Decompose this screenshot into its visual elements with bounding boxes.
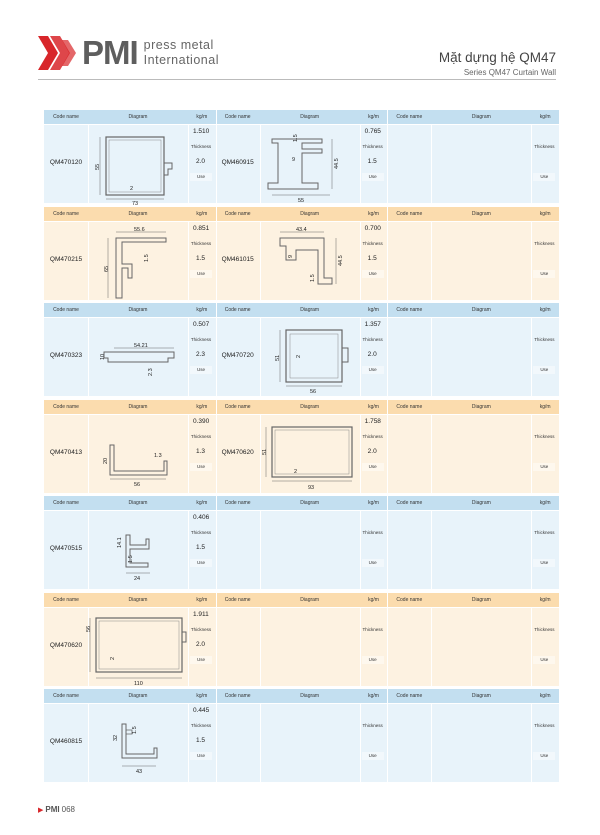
row-header (44, 400, 559, 414)
thickness-label: Thickness (534, 626, 555, 632)
column-header-code: Code name (396, 307, 423, 313)
column-header-code: Code name (53, 114, 79, 120)
weight-value: 1.911 (193, 610, 209, 618)
column-header-kg: kg/m (196, 307, 208, 313)
column-header-kg: kg/m (368, 403, 379, 410)
column-header-code: Code name (53, 307, 79, 313)
dim-label: 51 (261, 448, 268, 455)
cell-divider (216, 689, 217, 703)
profile-cell (216, 222, 388, 300)
column-header-kg: kg/m (368, 210, 379, 217)
catalog-row (44, 593, 559, 690)
column-header-diagram: Diagram (128, 403, 148, 410)
profile-code: QM470515 (49, 545, 83, 552)
dim-label: 2.3 (148, 368, 154, 376)
use-label: Use (190, 463, 212, 471)
cell-divider (216, 400, 217, 414)
column-header-code: Code name (224, 693, 251, 699)
catalog-row (44, 496, 559, 593)
profile-cell (387, 318, 559, 396)
cell-divider (387, 400, 388, 414)
column-header-kg: kg/m (196, 500, 208, 506)
brand-line-1: press metal (143, 38, 214, 52)
column-header-kg: kg/m (539, 500, 551, 506)
profile-code: QM460815 (49, 738, 83, 745)
thickness-label: Thickness (534, 337, 555, 342)
cell-divider (387, 593, 388, 607)
thickness-value: 1.5 (196, 737, 206, 744)
use-label: Use (533, 559, 555, 567)
thickness-value: 1.5 (367, 158, 377, 165)
column-header-diagram: Diagram (128, 500, 148, 506)
row-body (44, 415, 559, 493)
profile-cell (216, 318, 388, 396)
thickness-label: Thickness (190, 723, 212, 728)
dim-label: 2 (295, 354, 302, 358)
column-header-diagram: Diagram (300, 596, 320, 603)
column-header-diagram: Diagram (471, 403, 491, 410)
dim-label: 1.3 (154, 452, 162, 459)
thickness-label: Thickness (362, 723, 383, 728)
use-label: Use (362, 270, 384, 278)
profile-diagram (262, 419, 358, 493)
profile-diagram (266, 224, 356, 300)
column-header-diagram: Diagram (300, 693, 320, 699)
column-header-diagram: Diagram (128, 693, 148, 699)
column-header-diagram: Diagram (300, 210, 320, 217)
column-header-diagram: Diagram (128, 210, 148, 217)
column-header-code: Code name (396, 210, 423, 217)
dim-label: 51 (274, 354, 281, 361)
column-header-kg: kg/m (539, 693, 551, 699)
profile-cell (44, 511, 216, 589)
column-header-diagram: Diagram (300, 114, 320, 120)
dim-label: 110 (134, 680, 143, 687)
column-header-code: Code name (224, 210, 251, 217)
use-label: Use (533, 463, 555, 471)
thickness-value: 2.0 (196, 640, 206, 648)
use-label: Use (190, 366, 212, 374)
row-header (44, 689, 559, 703)
thickness-label: Thickness (362, 240, 383, 246)
cell-divider (216, 207, 217, 221)
thickness-label: Thickness (534, 144, 555, 149)
dim-label: 56 (134, 481, 141, 488)
brand-logo (38, 36, 219, 70)
thickness-label: Thickness (362, 530, 383, 535)
profile-cell (387, 125, 559, 203)
use-label: Use (362, 366, 384, 374)
column-header-code: Code name (396, 693, 423, 699)
footer-arrow-icon: ▶ (38, 806, 44, 814)
weight-value: 0.390 (193, 417, 210, 425)
use-label: Use (362, 463, 384, 471)
thickness-label: Thickness (190, 626, 212, 632)
dim-label: 1.5 (128, 555, 134, 563)
use-label: Use (190, 752, 212, 760)
dim-label: 14.1 (117, 537, 123, 548)
profile-cell (216, 125, 388, 203)
thickness-label: Thickness (362, 337, 383, 342)
column-header-diagram: Diagram (128, 114, 148, 120)
dim-label: 1.5 (132, 726, 138, 734)
column-header-code: Code name (396, 596, 423, 603)
dim-label: 73 (132, 201, 139, 207)
column-header-kg: kg/m (539, 307, 551, 313)
weight-value: 1.758 (364, 417, 381, 425)
thickness-label: Thickness (190, 530, 212, 535)
row-header (44, 593, 559, 607)
weight-value: 0.851 (193, 224, 210, 232)
column-header-kg: kg/m (196, 114, 208, 120)
catalog-row (44, 689, 559, 786)
use-label: Use (362, 752, 384, 760)
row-body (44, 125, 559, 207)
use-label: Use (362, 173, 384, 181)
use-label: Use (533, 752, 555, 760)
thickness-value: 1.5 (196, 254, 206, 262)
profile-code: QM470120 (49, 159, 83, 166)
column-header-kg: kg/m (196, 596, 208, 603)
profile-cell (216, 415, 388, 493)
thickness-value: 2.0 (367, 351, 377, 358)
profile-cell (44, 704, 216, 782)
thickness-label: Thickness (190, 337, 212, 342)
use-label: Use (190, 656, 212, 664)
dim-label: 65 (104, 265, 110, 272)
profile-cell (216, 704, 388, 782)
use-label: Use (533, 173, 555, 181)
profile-code: QM461015 (221, 255, 254, 263)
dim-label: 1.5 (292, 134, 299, 142)
weight-value: 0.700 (364, 224, 381, 232)
dim-label: 2 (110, 656, 116, 660)
profile-code: QM470215 (49, 255, 83, 263)
use-label: Use (190, 270, 212, 278)
dim-label: 44.5 (337, 254, 344, 266)
profile-cell (44, 415, 216, 493)
dim-label: 24 (134, 576, 141, 582)
column-header-code: Code name (53, 693, 79, 699)
profile-code: QM470720 (221, 352, 254, 359)
thickness-label: Thickness (190, 144, 212, 149)
profile-cell (387, 511, 559, 589)
profile-diagram (94, 328, 184, 388)
column-header-code: Code name (53, 210, 79, 217)
profile-cell (387, 608, 559, 686)
weight-value: 0.507 (193, 321, 210, 328)
column-header-code: Code name (53, 403, 79, 410)
thickness-value: 2.0 (196, 158, 206, 165)
use-label: Use (533, 656, 555, 664)
column-header-kg: kg/m (368, 693, 379, 699)
profile-diagram (88, 610, 188, 686)
profile-diagram (262, 127, 358, 203)
profile-cell (44, 222, 216, 300)
thickness-label: Thickness (362, 626, 383, 632)
row-header (44, 110, 559, 124)
cell-divider (387, 207, 388, 221)
column-header-code: Code name (224, 307, 251, 313)
dim-label: 44.5 (333, 158, 340, 169)
profile-cell (44, 318, 216, 396)
dim-label: 55 (95, 163, 101, 170)
use-label: Use (190, 559, 212, 567)
profile-code: QM460915 (221, 159, 254, 166)
column-header-code: Code name (224, 500, 251, 506)
profile-cell (44, 608, 216, 686)
cell-divider (216, 303, 217, 317)
profile-diagram (98, 224, 178, 300)
dim-label: 54.21 (134, 343, 148, 349)
header-divider (38, 79, 556, 80)
dim-label: 56 (309, 389, 316, 395)
column-header-kg: kg/m (368, 307, 379, 313)
column-header-diagram: Diagram (471, 596, 491, 603)
column-header-kg: kg/m (368, 114, 379, 120)
column-header-kg: kg/m (539, 596, 551, 603)
page-footer (38, 805, 75, 814)
use-label: Use (190, 173, 212, 181)
column-header-code: Code name (53, 500, 79, 506)
thickness-label: Thickness (534, 433, 555, 439)
profile-code: QM470620 (49, 641, 83, 649)
pmi-logo-mark-icon (38, 36, 78, 70)
dim-label: 43 (136, 769, 143, 775)
thickness-value: 2.3 (196, 351, 206, 358)
column-header-kg: kg/m (539, 403, 551, 410)
column-header-kg: kg/m (368, 596, 379, 603)
profile-cell (44, 125, 216, 207)
catalog-row (44, 207, 559, 304)
dim-label: 20 (103, 457, 109, 464)
dim-label: 9 (291, 157, 295, 163)
cell-divider (387, 496, 388, 510)
dim-label: 1.5 (144, 253, 150, 262)
dim-label: 2 (130, 186, 134, 192)
dim-label: 10 (100, 353, 106, 360)
thickness-label: Thickness (362, 144, 383, 149)
row-body (44, 704, 559, 782)
dim-label: 55.6 (134, 226, 145, 233)
thickness-label: Thickness (534, 723, 555, 728)
weight-value: 0.765 (364, 128, 381, 135)
profile-diagram (94, 425, 184, 488)
dim-label: 32 (113, 734, 119, 741)
column-header-kg: kg/m (539, 210, 551, 217)
column-header-diagram: Diagram (300, 500, 320, 506)
profile-diagram (272, 320, 352, 396)
thickness-label: Thickness (190, 240, 212, 246)
dim-label: 1.5 (309, 273, 316, 282)
footer-brand: PMI (45, 805, 60, 814)
cell-divider (216, 496, 217, 510)
use-label: Use (362, 559, 384, 567)
use-label: Use (362, 656, 384, 664)
profile-diagram (104, 517, 174, 583)
column-header-diagram: Diagram (471, 307, 491, 313)
row-body (44, 511, 559, 589)
brand-line-2: International (143, 53, 219, 67)
column-header-kg: kg/m (196, 403, 208, 410)
column-header-kg: kg/m (196, 693, 208, 699)
column-header-code: Code name (53, 596, 79, 603)
page-subtitle: Series QM47 Curtain Wall (463, 68, 556, 77)
column-header-kg: kg/m (196, 210, 208, 217)
profile-catalog-grid (44, 110, 559, 786)
row-header (44, 496, 559, 510)
profile-cell (216, 511, 388, 589)
thickness-label: Thickness (190, 433, 212, 439)
column-header-diagram: Diagram (471, 500, 491, 506)
thickness-label: Thickness (534, 530, 555, 535)
column-header-code: Code name (224, 596, 251, 603)
row-body (44, 608, 559, 686)
cell-divider (387, 110, 388, 124)
catalog-row (44, 303, 559, 400)
use-label: Use (533, 366, 555, 374)
column-header-code: Code name (224, 114, 251, 120)
weight-value: 0.445 (193, 707, 210, 714)
profile-cell (387, 704, 559, 782)
dim-label: 43.4 (295, 226, 307, 233)
dim-label: 93 (307, 484, 314, 491)
weight-value: 0.406 (193, 514, 210, 521)
page-title: Mặt dựng hệ QM47 (438, 50, 556, 65)
dim-label: 56 (86, 625, 92, 632)
profile-cell (387, 415, 559, 493)
use-label: Use (533, 270, 555, 278)
row-body (44, 222, 559, 300)
thickness-value: 1.5 (196, 544, 206, 551)
cell-divider (387, 689, 388, 703)
profile-code: QM470413 (49, 448, 83, 456)
thickness-label: Thickness (362, 433, 383, 439)
column-header-diagram: Diagram (300, 307, 320, 313)
catalog-row (44, 110, 559, 207)
dim-label: 55 (297, 198, 304, 204)
column-header-diagram: Diagram (471, 114, 491, 120)
column-header-diagram: Diagram (471, 693, 491, 699)
brand-name: PMI (82, 34, 138, 71)
thickness-label: Thickness (534, 240, 555, 246)
dim-label: 2 (293, 468, 297, 475)
profile-diagram (100, 710, 180, 776)
row-body (44, 318, 559, 396)
thickness-value: 1.5 (367, 254, 377, 262)
column-header-code: Code name (396, 114, 423, 120)
column-header-diagram: Diagram (471, 210, 491, 217)
profile-code: QM470620 (221, 448, 254, 456)
profile-diagram (92, 127, 188, 207)
cell-divider (216, 110, 217, 124)
column-header-diagram: Diagram (128, 596, 148, 603)
thickness-value: 2.0 (367, 447, 377, 455)
column-header-code: Code name (396, 403, 423, 410)
profile-cell (387, 222, 559, 300)
column-header-diagram: Diagram (128, 307, 148, 313)
row-header (44, 207, 559, 221)
column-header-code: Code name (396, 500, 423, 506)
weight-value: 1.510 (193, 128, 210, 135)
cell-divider (216, 593, 217, 607)
column-header-code: Code name (224, 403, 251, 410)
page-header (0, 0, 600, 90)
profile-code: QM470323 (49, 352, 83, 359)
column-header-kg: kg/m (368, 500, 379, 506)
cell-divider (387, 303, 388, 317)
row-header (44, 303, 559, 317)
column-header-diagram: Diagram (300, 403, 320, 410)
thickness-value: 1.3 (196, 447, 206, 455)
catalog-row (44, 400, 559, 497)
profile-cell (216, 608, 388, 686)
weight-value: 1.357 (364, 321, 381, 328)
brand-subtitle (144, 38, 219, 68)
column-header-kg: kg/m (539, 114, 551, 120)
dim-label: 9 (287, 254, 294, 258)
page-number: 068 (61, 805, 75, 814)
